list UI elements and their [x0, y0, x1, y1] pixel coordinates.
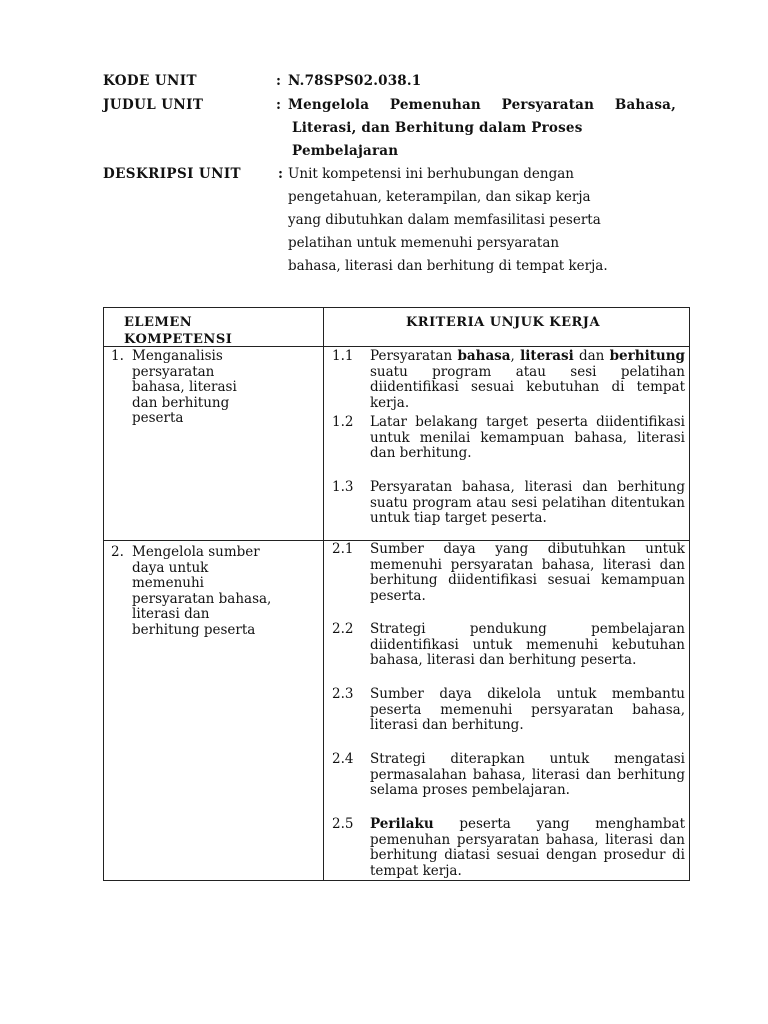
- kode-unit-label: KODE UNIT: [103, 73, 197, 89]
- column-divider: [323, 308, 324, 880]
- criteria-2-2: [332, 622, 686, 684]
- criteria-bold-term: berhitung: [609, 348, 685, 364]
- element-number: 2.: [111, 544, 124, 560]
- col-header-elemen: [124, 314, 232, 348]
- deskripsi-line: Unit kompetensi ini berhubungan dengan: [288, 166, 575, 182]
- deskripsi-unit-label: DESKRIPSI UNIT: [103, 166, 242, 182]
- judul-unit-colon: :: [276, 97, 281, 113]
- judul-unit-value: [288, 94, 688, 163]
- criteria-2-4: [332, 752, 686, 814]
- deskripsi-unit-colon: :: [278, 166, 283, 182]
- deskripsi-line: pelatihan untuk memenuhi persyaratan: [288, 235, 560, 251]
- criteria-number: 2.3: [332, 686, 354, 702]
- deskripsi-unit-row: [0, 163, 768, 283]
- element-2: [111, 545, 301, 645]
- element-line: Mengelola sumber: [132, 544, 260, 560]
- criteria-1-1: [332, 349, 686, 411]
- criteria-text: Strategi diterapkan untuk mengatasi permasalahan bahasa, literasi dan berhitung selama proses pembelajaran.: [370, 751, 685, 798]
- criteria-text: Sumber daya dikelola untuk membantu peserta memenuhi persyaratan bahasa, literasi dan berhitung.: [370, 686, 685, 733]
- element-line: berhitung peserta: [132, 621, 256, 638]
- criteria-number: 2.5: [332, 816, 354, 832]
- col-header-elemen-line1: ELEMEN: [124, 315, 193, 330]
- kode-unit-row: [0, 70, 768, 93]
- criteria-text-part: dan: [573, 348, 610, 364]
- criteria-text: Latar belakang target peserta diidentifikasi untuk menilai kemampuan bahasa, literasi dan berhitung.: [370, 414, 685, 461]
- element-line: memenuhi: [132, 575, 204, 591]
- judul-unit-label: JUDUL UNIT: [103, 97, 204, 113]
- criteria-text-part: peserta yang menghambat pemenuhan persyaratan bahasa, literasi dan berhitung diatasi sesuai dengan prosedur di tempat kerja.: [370, 816, 685, 879]
- deskripsi-line: bahasa, literasi dan berhitung di tempat kerja.: [288, 258, 608, 274]
- criteria-bold-term: literasi: [520, 348, 574, 364]
- kode-unit-colon: :: [276, 73, 281, 89]
- judul-line: Mengelola Pemenuhan Persyaratan Bahasa,: [288, 97, 676, 113]
- deskripsi-line: pengetahuan, keterampilan, dan sikap kerja: [288, 189, 591, 205]
- criteria-1-2: [332, 415, 686, 477]
- criteria-number: 1.2: [332, 414, 354, 430]
- criteria-text-part: Persyaratan: [370, 348, 458, 364]
- criteria-text: Persyaratan bahasa, literasi dan berhitung suatu program atau sesi pelatihan ditentukan untuk tiap target peserta.: [370, 479, 685, 526]
- criteria-text: Sumber daya yang dibutuhkan untuk memenuhi persyaratan bahasa, literasi dan berhitung diidentifikasi sesuai kemampuan peserta.: [370, 541, 685, 604]
- element-line: Menganalisis: [132, 348, 223, 364]
- kode-unit-value: N.78SPS02.038.1: [288, 73, 422, 89]
- criteria-number: 2.4: [332, 751, 354, 767]
- criteria-bold-term: bahasa: [457, 348, 511, 364]
- criteria-text: [370, 349, 685, 411]
- col-header-kriteria: KRITERIA UNJUK KERJA: [406, 315, 601, 330]
- deskripsi-unit-value: [288, 163, 688, 278]
- criteria-2-5: [332, 817, 686, 879]
- criteria-bold-term: Perilaku: [370, 816, 434, 832]
- element-line: peserta: [132, 410, 184, 426]
- judul-unit-row: [0, 94, 768, 164]
- criteria-text-part: suatu program atau sesi pelatihan diidentifikasi sesuai kebutuhan di tempat kerja.: [370, 363, 685, 411]
- element-line: persyaratan bahasa,: [132, 590, 272, 607]
- criteria-text: Strategi pendukung pembelajaran diidentifikasi untuk memenuhi kebutuhan bahasa, literasi dan berhitung peserta.: [370, 621, 685, 668]
- competency-table: [103, 307, 690, 881]
- criteria-1-3: [332, 480, 686, 542]
- element-line: dan berhitung: [132, 394, 230, 411]
- element-text: [132, 545, 302, 638]
- element-number: 1.: [111, 348, 124, 364]
- element-line: persyaratan: [132, 363, 215, 380]
- judul-line: Literasi, dan Berhitung dalam Proses: [292, 120, 583, 136]
- criteria-2-3: [332, 687, 686, 749]
- deskripsi-line: yang dibutuhkan dalam memfasilitasi peserta: [288, 212, 601, 228]
- element-line: literasi dan: [132, 606, 210, 622]
- criteria-number: 1.3: [332, 479, 354, 495]
- criteria-number: 2.2: [332, 621, 354, 637]
- judul-line: Pembelajaran: [292, 143, 399, 159]
- col-header-elemen-line2: KOMPETENSI: [124, 332, 233, 347]
- criteria-text-part: ,: [510, 348, 521, 364]
- criteria-number: 2.1: [332, 541, 354, 557]
- element-1: [111, 349, 301, 439]
- criteria-2-1: [332, 542, 686, 604]
- criteria-text: [370, 817, 685, 879]
- element-line: bahasa, literasi: [132, 379, 237, 395]
- criteria-number: 1.1: [332, 348, 354, 364]
- element-text: [132, 349, 302, 427]
- element-line: daya untuk: [132, 559, 209, 576]
